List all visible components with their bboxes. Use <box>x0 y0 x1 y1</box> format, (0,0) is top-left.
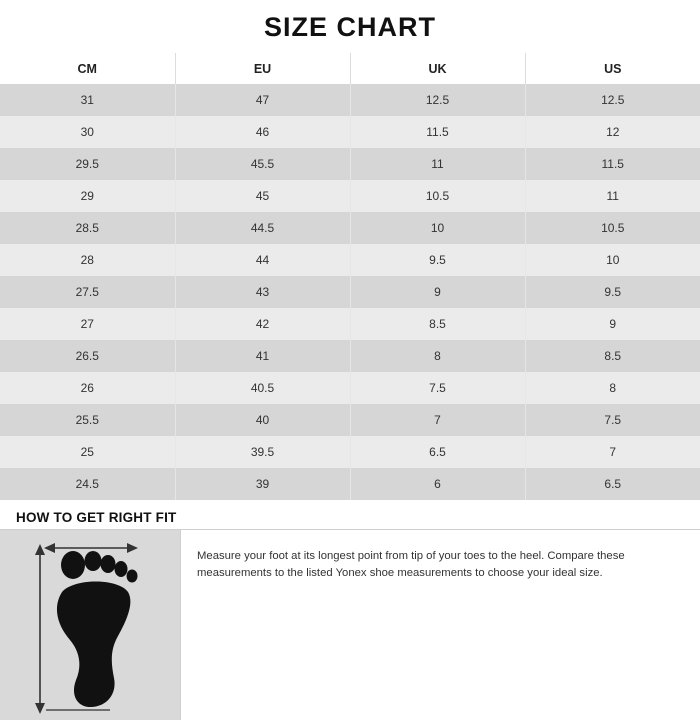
cell-uk: 9 <box>350 276 525 308</box>
cell-uk: 7.5 <box>350 372 525 404</box>
table-row <box>0 372 700 404</box>
cell-cm: 27.5 <box>0 276 175 308</box>
cell-uk: 8.5 <box>350 308 525 340</box>
table-row <box>0 340 700 372</box>
cell-us: 10.5 <box>525 212 700 244</box>
cell-eu: 39 <box>175 468 350 500</box>
table-row <box>0 308 700 340</box>
how-to-fit-heading: HOW TO GET RIGHT FIT <box>16 510 177 525</box>
cell-uk: 6 <box>350 468 525 500</box>
column-header-uk: UK <box>350 53 525 84</box>
cell-uk: 12.5 <box>350 84 525 116</box>
cell-cm: 29 <box>0 180 175 212</box>
cell-us: 11.5 <box>525 148 700 180</box>
table-body <box>0 84 700 500</box>
footprint-with-measurement-arrows-icon <box>0 530 180 720</box>
cell-cm: 31 <box>0 84 175 116</box>
page-title: SIZE CHART <box>264 12 436 42</box>
cell-eu: 45.5 <box>175 148 350 180</box>
cell-eu: 47 <box>175 84 350 116</box>
column-header-us: US <box>525 53 700 84</box>
cell-eu: 41 <box>175 340 350 372</box>
cell-cm: 29.5 <box>0 148 175 180</box>
cell-us: 7 <box>525 436 700 468</box>
table-header <box>0 53 700 84</box>
cell-eu: 45 <box>175 180 350 212</box>
cell-us: 12.5 <box>525 84 700 116</box>
cell-us: 6.5 <box>525 468 700 500</box>
table-row <box>0 84 700 116</box>
cell-uk: 7 <box>350 404 525 436</box>
table-row <box>0 212 700 244</box>
cell-uk: 6.5 <box>350 436 525 468</box>
table-row <box>0 180 700 212</box>
cell-uk: 10.5 <box>350 180 525 212</box>
size-chart-table <box>0 53 700 500</box>
cell-us: 12 <box>525 116 700 148</box>
cell-cm: 28 <box>0 244 175 276</box>
how-to-fit-description: Measure your foot at its longest point from tip of your toes to the heel. Compare these measurements to the listed Yonex shoe measurements to choose your ideal size. <box>197 550 625 579</box>
cell-us: 8 <box>525 372 700 404</box>
cell-eu: 43 <box>175 276 350 308</box>
cell-eu: 39.5 <box>175 436 350 468</box>
cell-eu: 46 <box>175 116 350 148</box>
cell-eu: 44 <box>175 244 350 276</box>
cell-us: 8.5 <box>525 340 700 372</box>
cell-us: 10 <box>525 244 700 276</box>
table-row <box>0 116 700 148</box>
cell-uk: 11.5 <box>350 116 525 148</box>
cell-cm: 25 <box>0 436 175 468</box>
cell-uk: 10 <box>350 212 525 244</box>
cell-eu: 42 <box>175 308 350 340</box>
how-to-fit-body <box>0 529 700 720</box>
column-header-eu: EU <box>175 53 350 84</box>
cell-us: 11 <box>525 180 700 212</box>
cell-cm: 30 <box>0 116 175 148</box>
cell-uk: 8 <box>350 340 525 372</box>
footprint-diagram <box>0 530 181 720</box>
cell-us: 9 <box>525 308 700 340</box>
cell-cm: 27 <box>0 308 175 340</box>
table-row <box>0 244 700 276</box>
cell-eu: 44.5 <box>175 212 350 244</box>
cell-cm: 28.5 <box>0 212 175 244</box>
cell-cm: 25.5 <box>0 404 175 436</box>
how-to-fit-section <box>0 506 700 720</box>
cell-uk: 11 <box>350 148 525 180</box>
table-header-row <box>0 53 700 84</box>
table-row <box>0 276 700 308</box>
table-row <box>0 436 700 468</box>
cell-eu: 40.5 <box>175 372 350 404</box>
cell-us: 9.5 <box>525 276 700 308</box>
cell-cm: 24.5 <box>0 468 175 500</box>
table-row <box>0 404 700 436</box>
column-header-cm: CM <box>0 53 175 84</box>
cell-cm: 26 <box>0 372 175 404</box>
cell-uk: 9.5 <box>350 244 525 276</box>
cell-us: 7.5 <box>525 404 700 436</box>
table-row <box>0 148 700 180</box>
cell-cm: 26.5 <box>0 340 175 372</box>
cell-eu: 40 <box>175 404 350 436</box>
table-row <box>0 468 700 500</box>
